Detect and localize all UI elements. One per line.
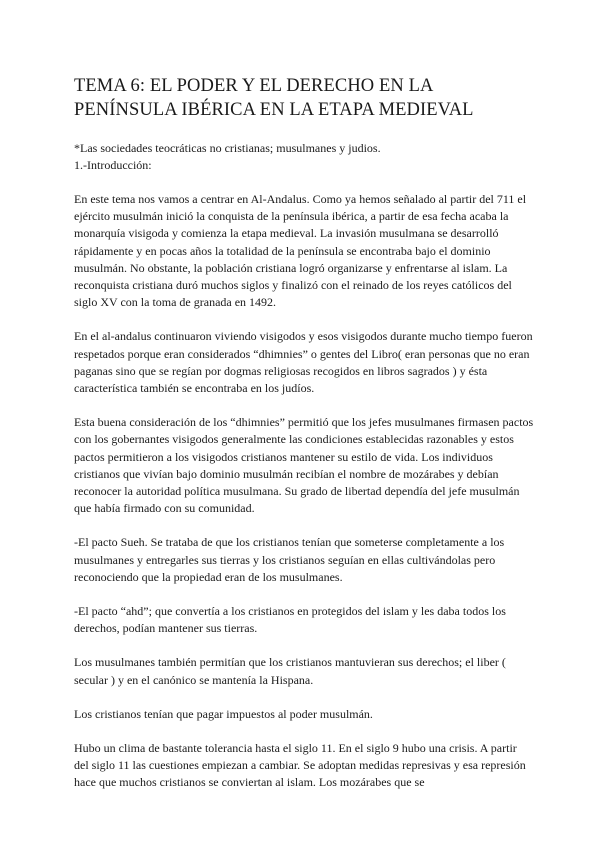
document-page (74, 74, 534, 809)
paragraph-2: En el al-andalus continuaron viviendo visigodos y esos visigodos durante mucho tiempo fueron respetados porque eran considerados “dhimnies” o gentes del Libro( eran personas que no eran paganas sino que se regían por dogmas religiosas recogidos en libros sagrados ) y ésta característica también se encontraba en los judíos. (74, 329, 533, 396)
paragraph-1: En este tema nos vamos a centrar en Al-Andalus. Como ya hemos señalado al partir del 711 el ejército musulmán inició la conquista de la península ibérica, a partir de esa fecha acaba la monarquía visigoda y comienza la etapa medieval. La invasión musulmana se desarrolló rápidamente y en pocas años la totalidad de la península se encontraba bajo el dominio musulmán. No obstante, la población cristiana logró organizarse y enfrentarse al islam. La reconquista cristiana duró muchos siglos y finalizó con el reinado de los reyes católicos del siglo XV con la toma de granada en 1492. (74, 192, 527, 310)
document-subtitle: *Las sociedades teocráticas no cristianas; musulmanes y judios. (74, 141, 381, 155)
intro-block (74, 140, 534, 174)
paragraph-3: Esta buena consideración de los “dhimnies” permitió que los jefes musulmanes firmasen pactos con los gobernantes visigodos generalmente las condiciones establecidas razonables y estos pactos permitieron a los visigodos cristianos mantener su estilo de vida. Los individuos cristianos que vivían bajo dominio musulmán recibían el nombre de mozárabes y debían reconocer la autoridad política musulmana. Su grado de libertad dependía del jefe musulmán que había firmado con su comunidad. (74, 415, 534, 516)
paragraph-7: Los cristianos tenían que pagar impuestos al poder musulmán. (74, 706, 373, 721)
paragraph-5: -El pacto “ahd”; que convertía a los cristianos en protegidos del islam y les daba todos los derechos, podían mantener sus tierras. (74, 604, 506, 636)
paragraph-6: Los musulmanes también permitían que los cristianos mantuvieran sus derechos; el liber ( secular ) y en el canónico se mantenía la Hispana. (74, 655, 506, 687)
document-title: TEMA 6: EL PODER Y EL DERECHO EN LA PENÍNSULA IBÉRICA EN LA ETAPA MEDIEVAL (74, 76, 474, 120)
paragraph-4: -El pacto Sueh. Se trataba de que los cristianos tenían que someterse completamente a los musulmanes y entregarles sus tierras y los cristianos seguían en ellas cultivándolas pero reconociendo que la propiedad eran de los musulmanes. (74, 535, 505, 584)
section-heading: 1.-Introducción: (74, 158, 152, 172)
paragraph-8: Hubo un clima de bastante tolerancia hasta el siglo 11. En el siglo 9 hubo una crisis. A partir del siglo 11 las cuestiones empiezan a cambiar. Se adoptan medidas represivas y esa represión hace que muchos cristianos se conviertan al islam. Los mozárabes que se (74, 741, 526, 790)
